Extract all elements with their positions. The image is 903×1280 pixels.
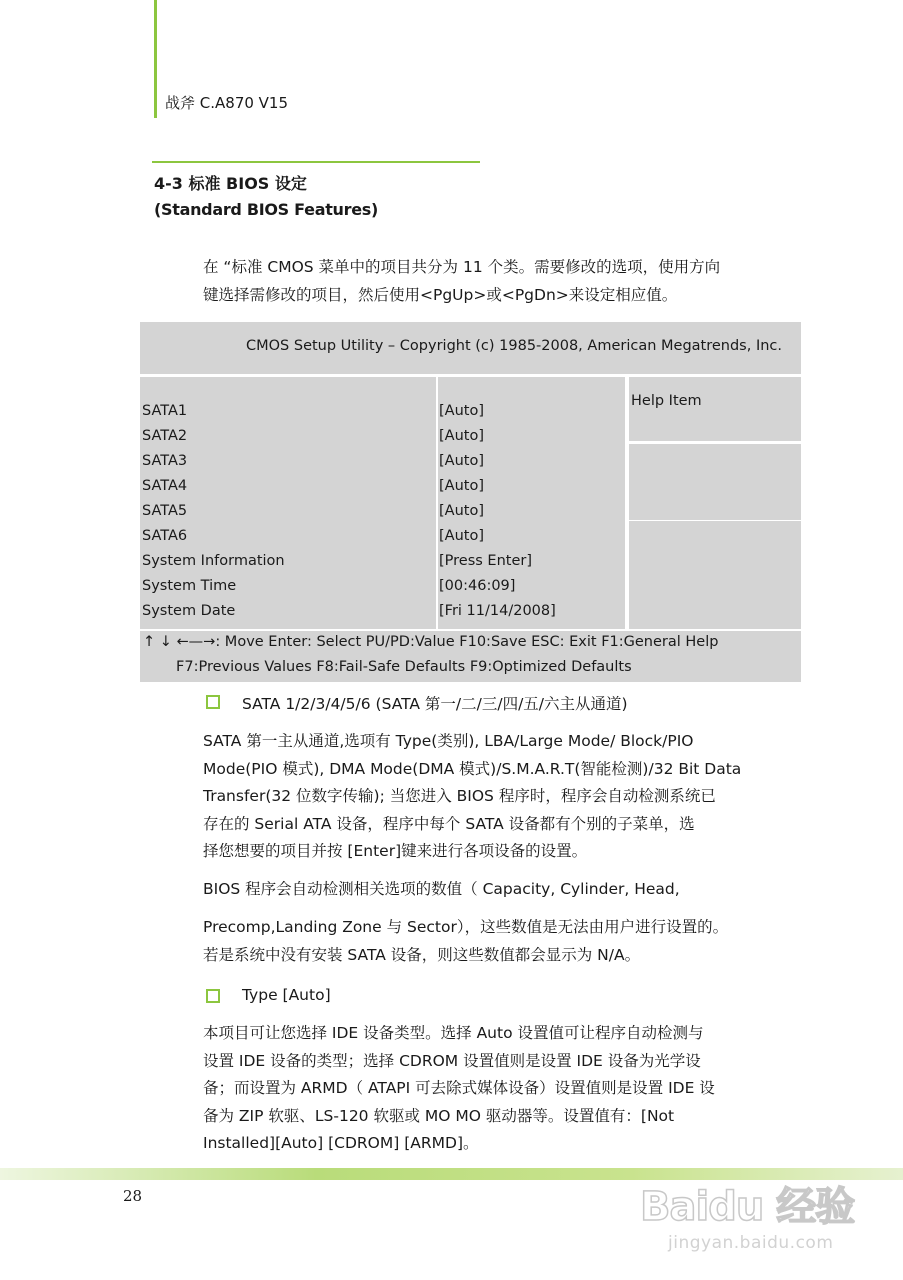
paragraph-line: 设置 IDE 设备的类型；选择 CDROM 设置值则是设置 IDE 设备为光学设 — [203, 1051, 701, 1070]
paragraph-line: 备为 ZIP 软驱、LS-120 软驱或 MO MO 驱动器等。设置值有：[Not — [203, 1106, 675, 1125]
paragraph-line: Mode(PIO 模式), DMA Mode(DMA 模式)/S.M.A.R.T(智能检测)/32 Bit Data — [203, 759, 742, 778]
paragraph-line: Installed][Auto] [CDROM] [ARMD]。 — [203, 1134, 479, 1152]
paragraph-line: 本项目可让您选择 IDE 设备类型。选择 Auto 设置值可让程序自动检测与 — [203, 1024, 704, 1042]
bios-help-area — [629, 444, 801, 520]
paragraph-line: 择您想要的项目并按 [Enter]键来进行各项设备的设置。 — [203, 842, 588, 860]
intro-line: 在 “标准 CMOS 菜单中的项目共分为 11 个类。需要修改的选项，使用方向 — [203, 258, 721, 276]
bios-item-label[interactable]: System Date — [142, 603, 236, 619]
section-subtitle: (Standard BIOS Features) — [154, 200, 379, 219]
bios-item-label[interactable]: SATA2 — [142, 428, 188, 444]
bios-banner-text: CMOS Setup Utility – Copyright (c) 1985-2008, American Megatrends, Inc. — [246, 338, 782, 354]
checkbox-bullet-icon — [206, 695, 220, 709]
bios-item-label[interactable]: SATA6 — [142, 528, 188, 544]
section-divider — [152, 161, 480, 163]
bios-item-label[interactable]: SATA5 — [142, 503, 188, 519]
bios-key-legend — [140, 631, 801, 682]
bios-screen — [140, 322, 801, 682]
bios-item-value[interactable]: [Auto] — [439, 528, 484, 544]
bios-key-legend-line: F7:Previous Values F8:Fail-Safe Defaults F9:Optimized Defaults — [176, 659, 632, 675]
bios-help-area — [629, 521, 801, 629]
page-number: 28 — [123, 1187, 143, 1205]
bios-item-value[interactable]: [00:46:09] — [439, 578, 516, 594]
paragraph-line: 存在的 Serial ATA 设备，程序中每个 SATA 设备都有个别的子菜单，选 — [203, 814, 695, 833]
paragraph-line: 备；而设置为 ARMD（ ATAPI 可去除式媒体设备）设置值则是设置 IDE 设 — [203, 1079, 715, 1097]
baidu-watermark — [640, 1155, 880, 1265]
bios-item-value[interactable]: [Auto] — [439, 403, 484, 419]
bios-item-value[interactable]: [Auto] — [439, 428, 484, 444]
paragraph-precomp — [203, 914, 793, 969]
bullet-text: SATA 1/2/3/4/5/6 (SATA 第一/二/三/四/五/六主从通道) — [242, 695, 628, 713]
bios-item-label[interactable]: System Time — [142, 578, 237, 594]
paragraph-line: SATA 第一主从通道,选项有 Type(类别), LBA/Large Mode/ Block/PIO — [203, 732, 694, 750]
paragraph-type — [203, 1020, 793, 1158]
checkbox-bullet-icon — [206, 989, 220, 1003]
bios-item-value[interactable]: [Auto] — [439, 453, 484, 469]
watermark-logo: Baidu 经验 — [640, 1184, 855, 1230]
bios-item-label[interactable]: System Information — [142, 553, 285, 569]
paragraph-line: 若是系统中没有安装 SATA 设备，则这些数值都会显示为 N/A。 — [203, 945, 641, 964]
bios-banner — [140, 322, 801, 374]
intro-paragraph — [203, 254, 793, 309]
paragraph-sata — [203, 728, 793, 866]
bios-item-value[interactable]: [Press Enter] — [439, 553, 533, 569]
bios-item-label[interactable]: SATA3 — [142, 453, 188, 469]
bios-item-value[interactable]: [Auto] — [439, 478, 484, 494]
paragraph-line: Precomp,Landing Zone 与 Sector），这些数值是无法由用户进行设置的。 — [203, 918, 729, 936]
bios-key-legend-line: ↑ ↓ ←—→: Move Enter: Select PU/PD:Value F10:Save ESC: Exit F1:General Help — [143, 634, 719, 650]
bios-help-panel — [629, 377, 801, 441]
bios-help-title: Help Item — [631, 393, 702, 409]
bios-item-value[interactable]: [Fri 11/14/2008] — [439, 603, 556, 619]
watermark-url: jingyan.baidu.com — [668, 1233, 834, 1253]
bios-item-label[interactable]: SATA4 — [142, 478, 188, 494]
header-model: 战斧 C.A870 V15 — [165, 94, 289, 112]
section-title: 4-3 标准 BIOS 设定 — [154, 174, 307, 193]
bios-item-label[interactable]: SATA1 — [142, 403, 188, 419]
intro-line: 键选择需修改的项目，然后使用<PgUp>或<PgDn>来设定相应值。 — [203, 285, 678, 304]
paragraph-bios: BIOS 程序会自动检测相关选项的数值（ Capacity, Cylinder, Head, — [203, 880, 680, 898]
paragraph-line: Transfer(32 位数字传输); 当您进入 BIOS 程序时，程序会自动检测系统已 — [203, 787, 716, 805]
bios-item-value[interactable]: [Auto] — [439, 503, 484, 519]
header-accent-line — [154, 0, 157, 118]
bullet-text: Type [Auto] — [242, 986, 331, 1004]
